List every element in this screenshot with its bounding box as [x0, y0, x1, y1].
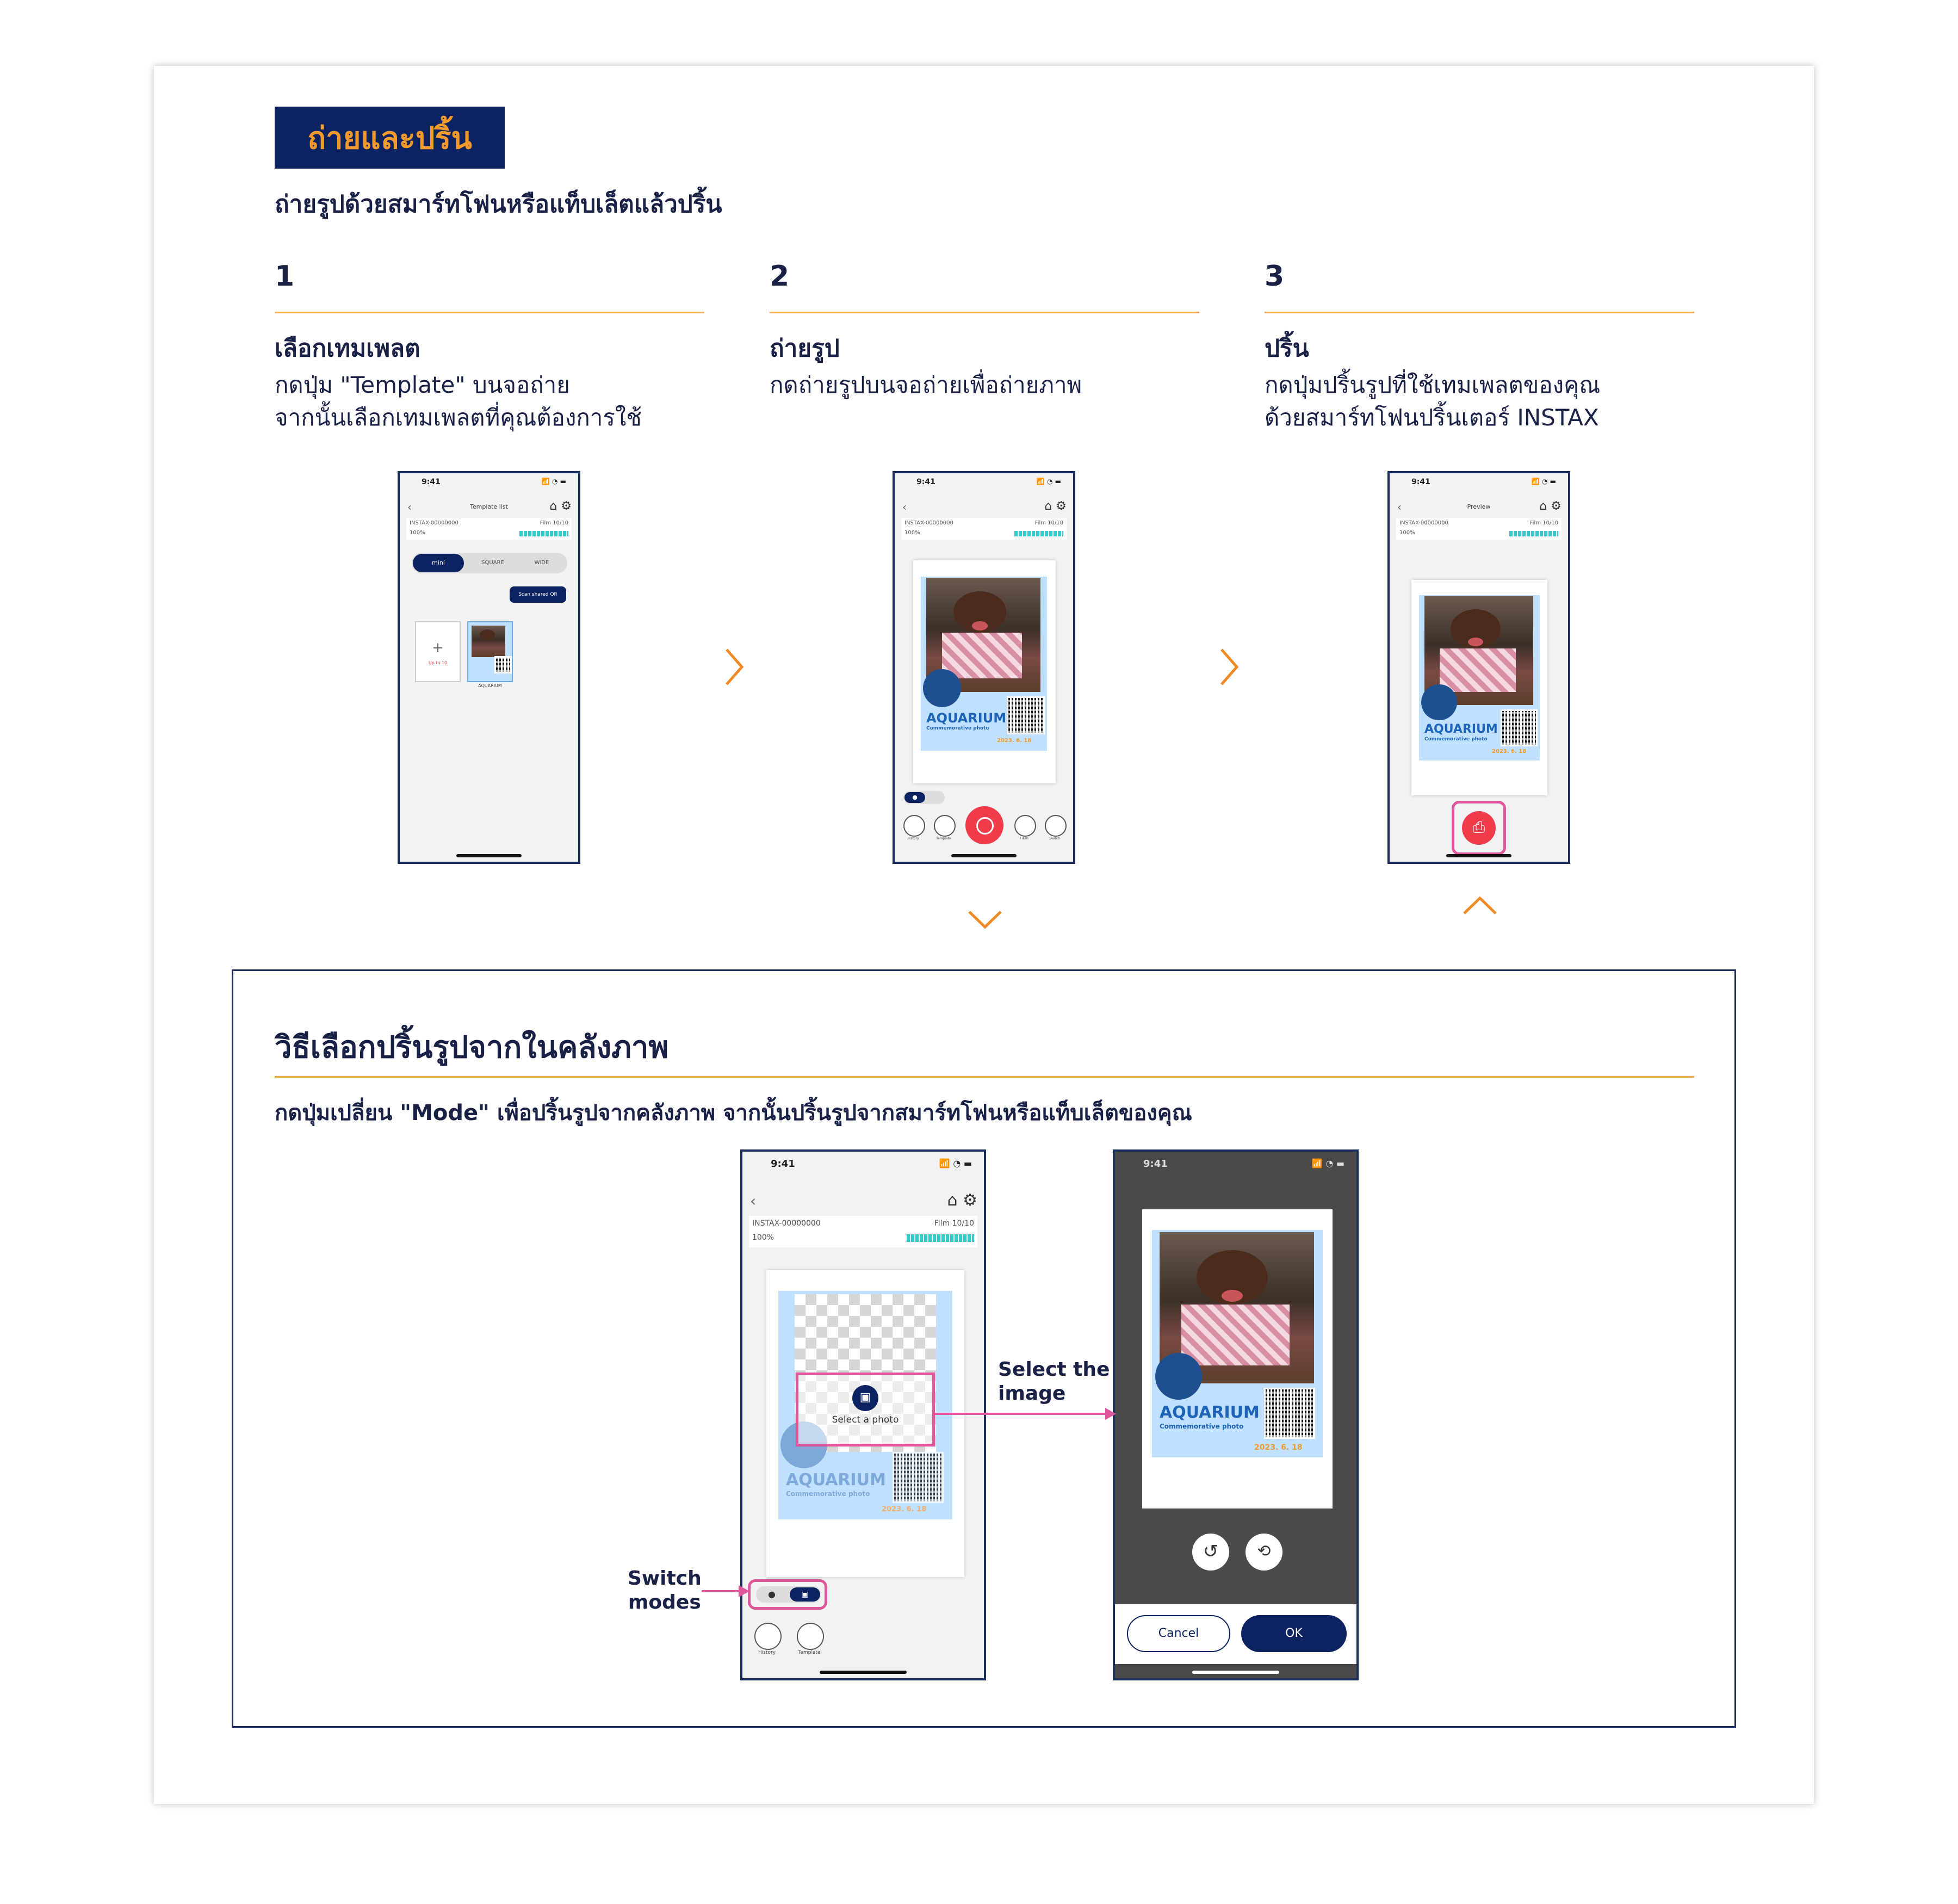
- battery: 100%: [752, 1233, 774, 1242]
- film-count: [934, 1219, 974, 1228]
- step-2-number: 2: [770, 260, 790, 293]
- home-settings-icon[interactable]: ⌂ ⚙: [1044, 499, 1067, 513]
- seg-mini[interactable]: mini: [413, 554, 464, 572]
- date-text: 2023. 6. 18: [997, 738, 1032, 744]
- template-button[interactable]: [934, 815, 956, 837]
- add-icon: +: [432, 640, 444, 656]
- step-2-desc: [770, 369, 1205, 401]
- date-text: 2023. 6. 18: [1492, 749, 1527, 755]
- gallery-divider: [275, 1076, 1694, 1078]
- device-row: [749, 1216, 977, 1247]
- template-thumb-aquarium[interactable]: [467, 621, 513, 682]
- chevron-down-icon: [967, 908, 1003, 930]
- status-icons: 📶 ◔ ▬: [1311, 1158, 1344, 1169]
- status-time: 9:41: [916, 478, 935, 486]
- template-area: [921, 577, 1047, 751]
- phone-shooting: [893, 471, 1075, 864]
- commemorative-text: Commemorative photo: [1424, 737, 1488, 742]
- status-time: 9:41: [1143, 1158, 1168, 1170]
- camera-mode-icon[interactable]: ●: [904, 792, 925, 803]
- home-settings-icon[interactable]: ⌂ ⚙: [947, 1191, 977, 1210]
- qr-code: [893, 1452, 944, 1503]
- select-note-line1: Select the: [998, 1358, 1110, 1381]
- switch-note-line2: modes: [628, 1591, 701, 1614]
- template-area: [1419, 595, 1540, 761]
- film-count-value: 10/10: [952, 1219, 974, 1228]
- gallery-desc: กดปุ่มเปลี่ยน "Mode" เพื่อปริ้นรูปจากคลังภาพ จากนั้นปริ้นรูปจากสมาร์ทโฟนหรือแท็บเล็ตของคุณ: [275, 1101, 1192, 1126]
- aquarium-logo: [923, 669, 961, 707]
- film-label: Film: [1034, 520, 1046, 526]
- status-time: 9:41: [422, 478, 441, 486]
- commemorative-text: Commemorative photo: [1160, 1423, 1244, 1430]
- history-button[interactable]: [903, 815, 925, 837]
- status-icons: 📶 ◔ ▬: [541, 478, 566, 485]
- back-icon[interactable]: ‹: [407, 500, 412, 514]
- battery: 100%: [410, 530, 425, 536]
- section-subtitle: ถ่ายรูปด้วยสมาร์ทโฟนหรือแท็บเล็ตแล้วปริ้น: [275, 190, 722, 218]
- date-text: 2023. 6. 18: [882, 1505, 927, 1513]
- add-hint: Up to 10: [428, 660, 448, 665]
- aquarium-logo: [1421, 684, 1457, 720]
- battery: 100%: [904, 530, 920, 536]
- qr-code: [1501, 709, 1538, 746]
- select-photo-button[interactable]: [796, 1373, 935, 1446]
- film-count-value: 10/10: [1048, 520, 1063, 526]
- chevron-up-icon: [1462, 895, 1498, 917]
- step-2-desc-line1: กดถ่ายรูปบนจอถ่ายเพื่อถ่ายภาพ: [770, 372, 1082, 398]
- step-1-title: เลือกเทมเพลต: [275, 335, 420, 362]
- switch-label: Switch: [1049, 837, 1060, 840]
- chevron-right-icon: [723, 646, 745, 688]
- flash-button[interactable]: [1014, 815, 1036, 837]
- select-image-note: [998, 1358, 1110, 1406]
- seg-square[interactable]: SQUARE: [481, 560, 504, 566]
- gallery-mode-icon[interactable]: ▣: [790, 1587, 820, 1602]
- step-1-divider: [275, 312, 704, 313]
- template-name: AQUARIUM: [478, 683, 502, 688]
- step-3-divider: [1265, 312, 1694, 313]
- aquarium-text: AQUARIUM: [786, 1470, 886, 1489]
- aquarium-text: AQUARIUM: [1160, 1403, 1260, 1422]
- gallery-title: วิธีเลือกปริ้นรูปจากในคลังภาพ: [275, 1030, 669, 1065]
- scan-qr-button[interactable]: Scan shared QR: [510, 586, 566, 603]
- date-text: 2023. 6. 18: [1254, 1443, 1303, 1452]
- step-1-desc-line1: กดปุ่ม "Template" บนจอถ่าย: [275, 372, 570, 398]
- print-highlight: [1452, 801, 1506, 855]
- film-bar: [1014, 531, 1063, 536]
- home-indicator: [456, 854, 522, 857]
- qr-code: [1264, 1388, 1315, 1439]
- commemorative-text: Commemorative photo: [926, 726, 989, 731]
- device-name: INSTAX-00000000: [410, 520, 458, 526]
- step-2-title: ถ่ายรูป: [770, 335, 840, 362]
- step-3-desc-line1: กดปุ่มปริ้นรูปที่ใช้เทมเพลตของคุณ: [1265, 372, 1601, 398]
- film-count: [1530, 520, 1558, 526]
- step-1-desc: [275, 369, 710, 434]
- status-time: 9:41: [1411, 478, 1430, 486]
- back-icon[interactable]: ‹: [902, 500, 907, 514]
- device-name: INSTAX-00000000: [904, 520, 953, 526]
- instax-frame: [1142, 1209, 1333, 1509]
- film-bar: [1509, 531, 1558, 536]
- status-time: 9:41: [771, 1158, 795, 1170]
- action-bar: [1115, 1604, 1359, 1664]
- film-bar: [907, 1234, 974, 1242]
- battery: 100%: [1399, 530, 1415, 536]
- film-count-value: 10/10: [553, 520, 568, 526]
- phone-template-list: [398, 471, 580, 864]
- home-indicator: [951, 854, 1017, 857]
- back-icon[interactable]: ‹: [750, 1192, 757, 1210]
- status-icons: 📶 ◔ ▬: [939, 1158, 972, 1169]
- template-label: Template: [936, 837, 951, 840]
- mode-switch[interactable]: [756, 1586, 821, 1603]
- aquarium-text: AQUARIUM: [926, 710, 1007, 726]
- film-bar: [519, 531, 568, 536]
- arrow-right-icon: [702, 1583, 751, 1599]
- seg-wide[interactable]: WIDE: [534, 560, 549, 566]
- film-count: [1035, 520, 1063, 526]
- template-label: Template: [798, 1650, 821, 1655]
- home-indicator: [1446, 854, 1511, 857]
- select-photo-label: Select a photo: [832, 1414, 899, 1425]
- step-3-number: 3: [1265, 260, 1285, 293]
- screen-title: Preview: [1467, 503, 1491, 510]
- cancel-button[interactable]: Cancel: [1127, 1615, 1230, 1652]
- section-tag: ถ่ายและปริ้น: [275, 107, 505, 169]
- commemorative-text: Commemorative photo: [786, 1490, 870, 1498]
- switch-modes-note: [628, 1567, 702, 1615]
- screen-title: Template list: [470, 503, 508, 510]
- qr-code: [1007, 696, 1045, 734]
- shutter-button[interactable]: [965, 806, 1003, 844]
- print-button[interactable]: ⎙: [1462, 811, 1496, 845]
- home-settings-icon[interactable]: ⌂ ⚙: [549, 499, 572, 513]
- template-area: [1152, 1230, 1323, 1457]
- film-label: Film: [1529, 520, 1541, 526]
- flash-label: Flash: [1020, 837, 1028, 840]
- switch-note-line1: Switch: [628, 1567, 702, 1590]
- device-name: INSTAX-00000000: [1399, 520, 1448, 526]
- device-row: [1396, 518, 1562, 540]
- step-3-title: ปริ้น: [1265, 335, 1309, 362]
- phone-preview: [1387, 471, 1570, 864]
- aquarium-text: AQUARIUM: [1424, 722, 1498, 736]
- switch-camera-button[interactable]: [1045, 815, 1067, 837]
- device-row: [901, 518, 1067, 540]
- undo-icon[interactable]: ↺: [1192, 1534, 1229, 1571]
- back-icon[interactable]: ‹: [1397, 500, 1402, 514]
- select-note-line2: image: [998, 1382, 1066, 1405]
- instax-frame: [913, 560, 1056, 783]
- status-icons: 📶 ◔ ▬: [1036, 478, 1061, 485]
- history-button[interactable]: [754, 1623, 782, 1650]
- history-label: History: [907, 837, 919, 840]
- arrow-right-icon: [932, 1406, 1117, 1422]
- image-icon: ▣: [852, 1385, 878, 1411]
- step-3-desc-line2: ด้วยสมาร์ทโฟนปริ้นเตอร์ INSTAX: [1265, 404, 1599, 431]
- step-3-desc: [1265, 369, 1700, 434]
- mode-switch-highlight: [748, 1579, 827, 1610]
- film-label: Film: [540, 520, 551, 526]
- film-count-value: 10/10: [1542, 520, 1558, 526]
- phone-confirm: [1113, 1149, 1359, 1680]
- template-button[interactable]: [797, 1623, 824, 1650]
- film-count: [540, 520, 568, 526]
- home-indicator: [1192, 1671, 1279, 1674]
- instax-frame: [1411, 580, 1547, 795]
- home-settings-icon[interactable]: ⌂ ⚙: [1539, 499, 1562, 513]
- status-icons: 📶 ◔ ▬: [1531, 478, 1556, 485]
- size-segment[interactable]: [412, 553, 567, 573]
- chevron-right-icon: [1218, 646, 1240, 688]
- step-1-number: 1: [275, 260, 295, 293]
- add-template-button[interactable]: [415, 621, 461, 682]
- rotate-icon[interactable]: ⟲: [1246, 1534, 1282, 1571]
- step-2-divider: [770, 312, 1199, 313]
- device-name: INSTAX-00000000: [752, 1219, 821, 1228]
- mode-switch[interactable]: [903, 791, 945, 804]
- camera-mode-icon[interactable]: ●: [768, 1589, 776, 1599]
- step-1-desc-line2: จากนั้นเลือกเทมเพลตที่คุณต้องการใช้: [275, 404, 642, 431]
- aquarium-logo: [1155, 1353, 1202, 1400]
- home-indicator: [820, 1671, 907, 1674]
- film-label: Film: [934, 1219, 950, 1228]
- device-row: [406, 518, 572, 540]
- history-label: History: [758, 1650, 776, 1655]
- ok-button[interactable]: OK: [1241, 1615, 1347, 1652]
